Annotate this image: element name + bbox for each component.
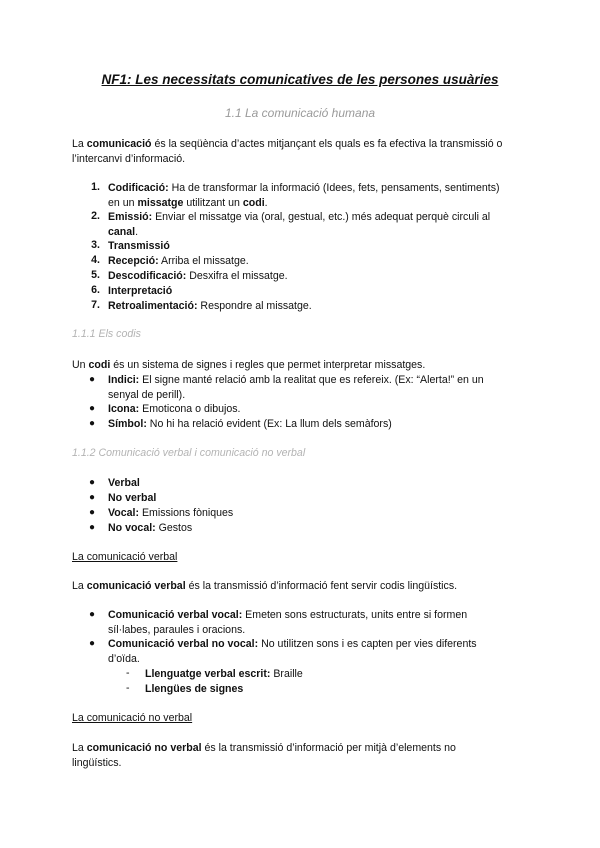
cnv-text: La comunicació no verbal és la transmissió d’informació per mitjà d’elements no [72,742,456,754]
bullet-icon: ● [89,477,96,488]
cv-item: Comunicació verbal vocal: Emeten sons estructurats, units entre si formen [108,609,468,621]
cv-subitem: Llenguatge verbal escrit: Braille [145,668,303,680]
subsection-heading-verbal: 1.1.2 Comunicació verbal i comunicació no verbal [72,447,306,459]
page-title: NF1: Les necessitats comunicatives de les persones usuàries [101,72,499,87]
step-item: Transmissió [108,240,170,252]
step-number: 2. [91,210,100,222]
verbal-item: Vocal: Emissions fòniques [108,507,234,519]
step-item-cont: canal. [108,226,139,238]
step-number: 6. [91,284,100,296]
section-title: 1.1 La comunicació humana [224,106,376,120]
step-number: 5. [91,269,100,281]
step-item: Interpretació [108,285,173,297]
bullet-icon: ● [89,609,96,620]
cv-item-cont: d’oïda. [108,653,140,665]
step-item: Recepció: Arriba el missatge. [108,255,249,267]
step-number: 3. [91,239,100,251]
cv-subitem: Llengües de signes [145,683,244,695]
verbal-item: Verbal [108,477,140,489]
step-number: 4. [91,254,100,266]
cv-item-cont: síl·labes, paraules i oracions. [108,624,246,636]
codes-item: Icona: Emoticona o dibujos. [108,403,241,415]
cnv-text-cont: lingüístics. [72,757,122,769]
bullet-icon: ● [89,418,96,429]
intro-line-1: La comunicació és la seqüència d’actes mitjançant els quals es fa efectiva la transmissió o [72,138,503,150]
verbal-item: No verbal [108,492,157,504]
step-number: 7. [91,299,100,311]
step-item: Descodificació: Desxifra el missatge. [108,270,288,282]
cv-item: Comunicació verbal no vocal: No utilitzen sons i es capten per vies diferents [108,638,477,650]
bullet-icon: ● [89,522,96,533]
cv-text: La comunicació verbal és la transmissió d’informació fent servir codis lingüístics. [72,580,458,592]
step-item: Codificació: Ha de transformar la informació (Idees, fets, pensaments, sentiments) [108,182,500,194]
codes-item: Símbol: No hi ha relació evident (Ex: La llum dels semàfors) [108,418,392,430]
codes-item: Indici: El signe manté relació amb la realitat que es refereix. (Ex: “Alerta!” en un [108,374,484,386]
codes-intro: Un codi és un sistema de signes i regles que permet interpretar missatges. [72,359,426,371]
step-item: Retroalimentació: Respondre al missatge. [108,300,312,312]
heading-comunicacio-verbal: La comunicació verbal [72,551,178,563]
dash-icon: - [126,667,130,679]
bullet-icon: ● [89,492,96,503]
bullet-icon: ● [89,638,96,649]
intro-line-2: l’intercanvi d’informació. [72,153,186,165]
subsection-heading-codis: 1.1.1 Els codis [72,328,141,340]
dash-icon: - [126,682,130,694]
step-number: 1. [91,181,100,193]
bullet-icon: ● [89,374,96,385]
verbal-item: No vocal: Gestos [108,522,193,534]
heading-comunicacio-no-verbal: La comunicació no verbal [72,712,193,724]
bullet-icon: ● [89,403,96,414]
codes-item-cont: senyal de perill). [108,389,186,401]
bullet-icon: ● [89,507,96,518]
step-item: Emissió: Enviar el missatge via (oral, gestual, etc.) més adequat perquè circuli al [108,211,491,223]
step-item-cont: en un missatge utilitzant un codi. [108,197,268,209]
